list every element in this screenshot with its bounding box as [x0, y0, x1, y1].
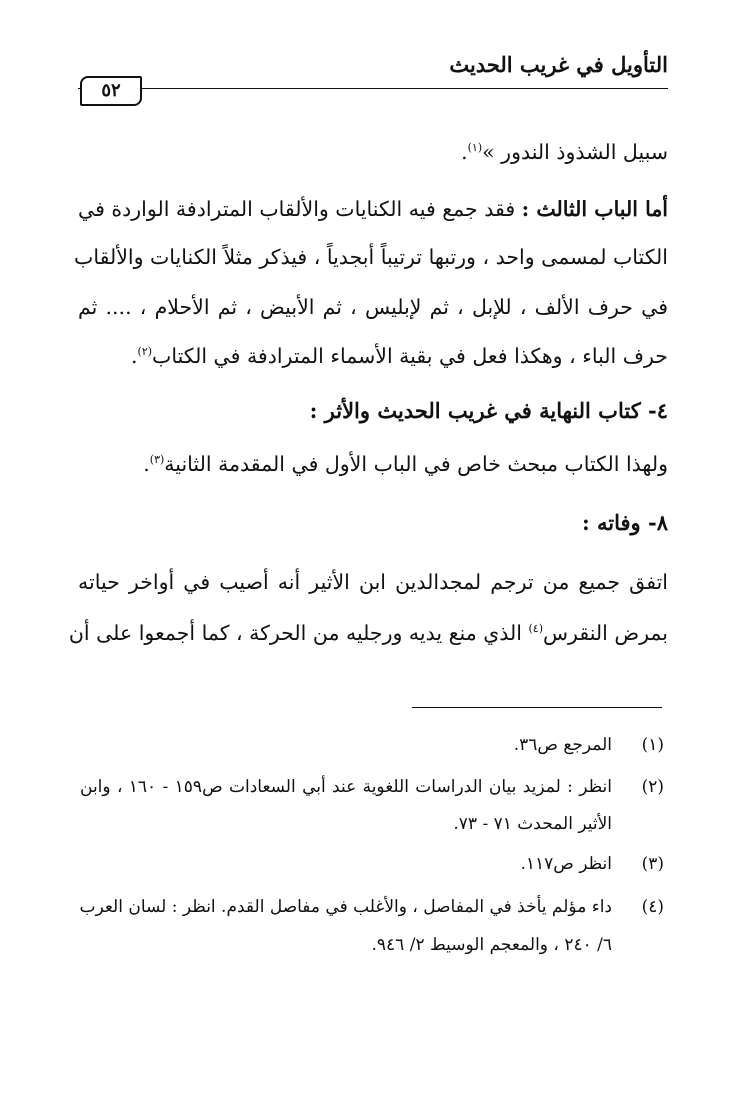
- page-number-badge: ٥٢: [80, 76, 142, 106]
- footnote-separator: [412, 707, 662, 708]
- footnote-number: (١): [641, 735, 664, 755]
- body-line-2: أما الباب الثالث : فقد جمع فيه الكنايات والألقاب المترادفة الواردة في: [78, 197, 668, 221]
- footnote-text: داء مؤلم يأخذ في المفاصل ، والأغلب في مفاصل القدم. انظر : لسان العرب: [79, 897, 612, 917]
- footnote-number: (٣): [641, 854, 664, 874]
- body-line-7: اتفق جميع من ترجم لمجدالدين ابن الأثير أنه أصيب في أواخر حياته: [78, 570, 668, 594]
- footnote-ref: (١): [467, 141, 483, 155]
- page-header: [78, 52, 668, 104]
- running-title: التأويل في غريب الحديث: [449, 52, 668, 77]
- body-line-3: الكتاب لمسمى واحد ، ورتبها ترتيباً أبجدياً ، فيذكر مثلاً الكنايات والألقاب: [74, 245, 668, 269]
- body-line-8: بمرض النقرس$^{(٤)}$ الذي منع يديه ورجليه من الحركة ، كما أجمعوا على أن: [68, 621, 668, 645]
- section-lead: أما الباب الثالث :: [521, 197, 668, 221]
- footnote-ref: (٤): [528, 622, 543, 636]
- header-rule-segment: [138, 88, 668, 89]
- footnote-text: انظر ص١١٧.: [520, 854, 612, 874]
- body-line-1: سبيل الشذوذ الندور »$^{(١)}$.: [461, 140, 668, 164]
- footnote-text: انظر : لمزيد بيان الدراسات اللغوية عند أبي السعادات ص١٥٩ - ١٦٠ ، وابن: [80, 777, 612, 797]
- body-line-4: في حرف الألف ، للإبل ، ثم لإبليس ، ثم الأبيض ، ثم الأحلام ، .... ثم: [78, 295, 668, 319]
- footnote-text: ٦/ ٢٤٠ ، والمعجم الوسيط ٢/ ٩٤٦.: [371, 935, 612, 955]
- section-heading-4: ٤- كتاب النهاية في غريب الحديث والأثر :: [309, 398, 668, 423]
- footnote-ref: (٢): [137, 345, 153, 359]
- body-line-6: ولهذا الكتاب مبحث خاص في الباب الأول في المقدمة الثانية$^{(٣)}$.: [143, 452, 668, 476]
- footnote-number: (٢): [641, 777, 664, 797]
- footnote-text: المرجع ص٣٦.: [513, 735, 612, 755]
- footnote-text: الأثير المحدث ٧١ - ٧٣.: [453, 814, 612, 834]
- footnote-ref: (٣): [149, 453, 165, 467]
- section-heading-8: ٨- وفاته :: [581, 510, 668, 535]
- body-line-5: حرف الباء ، وهكذا فعل في بقية الأسماء المترادفة في الكتاب$^{(٢)}$.: [130, 344, 668, 368]
- footnote-number: (٤): [641, 897, 664, 917]
